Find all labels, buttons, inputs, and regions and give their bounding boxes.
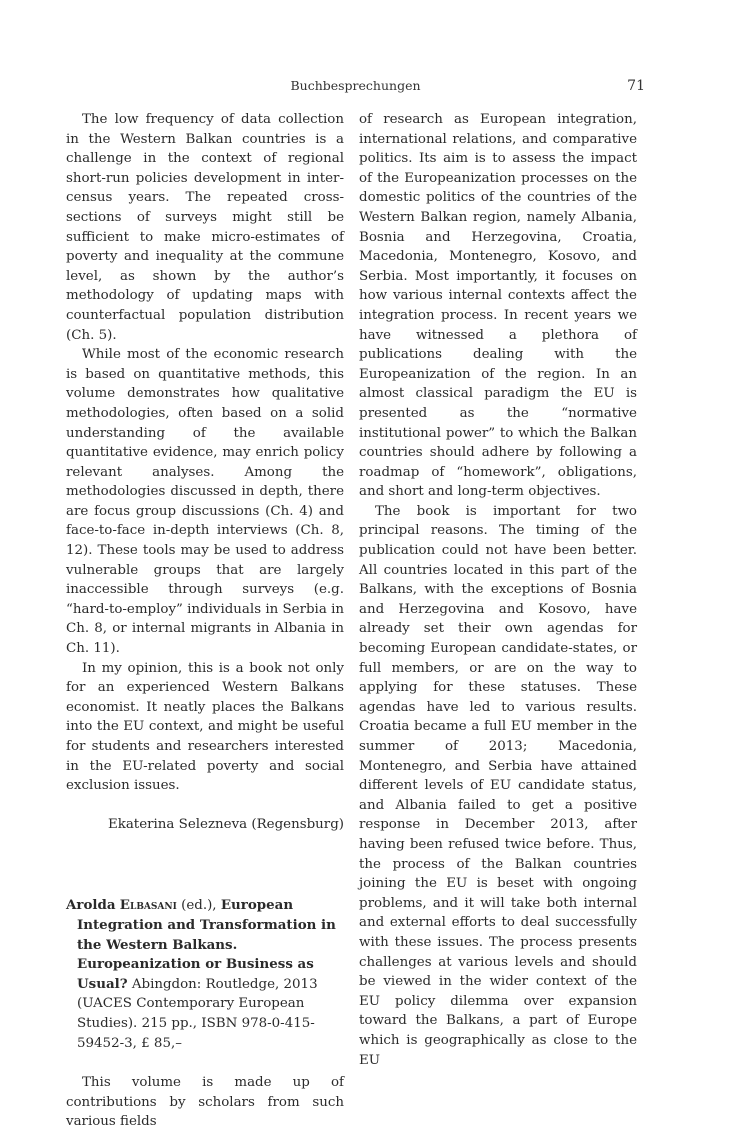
left-column — [66, 110, 344, 1132]
citation-author-last: Elbasani — [119, 897, 177, 914]
paragraph: In my opinion, this is a book not only for an experienced Western Balkans economist. It neatly places the Balkans into the EU context, and might be useful for students and researchers interested in the EU-related poverty and social exclusion issues. — [66, 660, 344, 794]
citation-title: European Integration and Transformation in the Western Balkans. Europeanization or Business as Usual? — [77, 897, 336, 992]
citation-editor-note: (ed.), — [181, 898, 217, 914]
book-citation — [66, 896, 344, 1053]
paragraph: of research as European integration, international relations, and comparative politics. Its aim is to assess the impact of the Europeanization processes on the domestic politics of the countries of the Western Balkan region, namely Albania, Bosnia and Herzegovina, Croatia, Macedonia, Montenegro, Kosovo, and Serbia. Most importantly, it focuses on how various internal contexts affect the integration process. In recent years we have witnessed a plethora of publications dealing with the Europeanization of the region. In an almost classical paradigm the EU is presented as the “normative institutional power” to which the Balkan countries should adhere by following a roadmap of “homework”, obligations, and short and long-term objectives. — [359, 112, 637, 500]
paragraph: While most of the economic research is based on quantitative methods, this volume demonstrates how qualitative methodologies, often based on a solid understanding of the available quantitative evidence, may enrich policy relevant analyses. Among the methodologies discussed in depth, there are focus group discussions (Ch. 4) and face-to-face in-depth interviews (Ch. 8, 12). These tools may be used to address vulnerable groups that are largely inaccessible through surveys (e.g. “hard-to-employ” individuals in Serbia in Ch. 8, or internal migrants in Albania in Ch. 11). — [66, 347, 344, 657]
right-column — [359, 110, 637, 1070]
running-title: Buchbesprechungen — [290, 78, 421, 93]
running-head — [66, 77, 645, 95]
reviewer-signature: Ekaterina Selezneva (Regensburg) — [107, 816, 344, 832]
citation-author-first: Arolda — [66, 897, 116, 914]
citation-details: Abingdon: Routledge, 2013 (UACES Contemporary European Studies). 215 pp., ISBN 978-0-415-59452-3, £ 85,– — [77, 976, 318, 1051]
paragraph: The book is important for two principal reasons. The timing of the publication could not have been better. All countries located in this part of the Balkans, with the exceptions of Bosnia and Herzegovina and Kosovo, have already set their own agendas for becoming European candidate-states, or full members, or are on the way to applying for these statuses. These agendas have led to various results. Croatia became a full EU member in the summer of 2013; Macedonia, Montenegro, and Serbia have attained different levels of EU candidate status, and Albania failed to get a positive response in December 2013, after having been refused twice before. Thus, the process of the Balkan countries joining the EU is beset with ongoing problems, and it will take both internal and external efforts to deal successfully with these issues. The process presents challenges at various levels and should be viewed in the wider context of the EU policy dilemma over expansion toward the Balkans, a part of Europe which is geographically as close to the EU — [359, 503, 637, 1068]
page-number: 71 — [627, 78, 645, 94]
paragraph: The low frequency of data collection in the Western Balkan countries is a challenge in the context of regional short-run policies development in inter-census years. The repeated cross-sections of surveys might still be sufficient to make micro-estimates of poverty and inequality at the commune level, as shown by the author’s methodology of updating maps with counterfactual population distribution (Ch. 5). — [66, 112, 344, 343]
paragraph: This volume is made up of contributions by scholars from such various fields — [66, 1075, 344, 1130]
